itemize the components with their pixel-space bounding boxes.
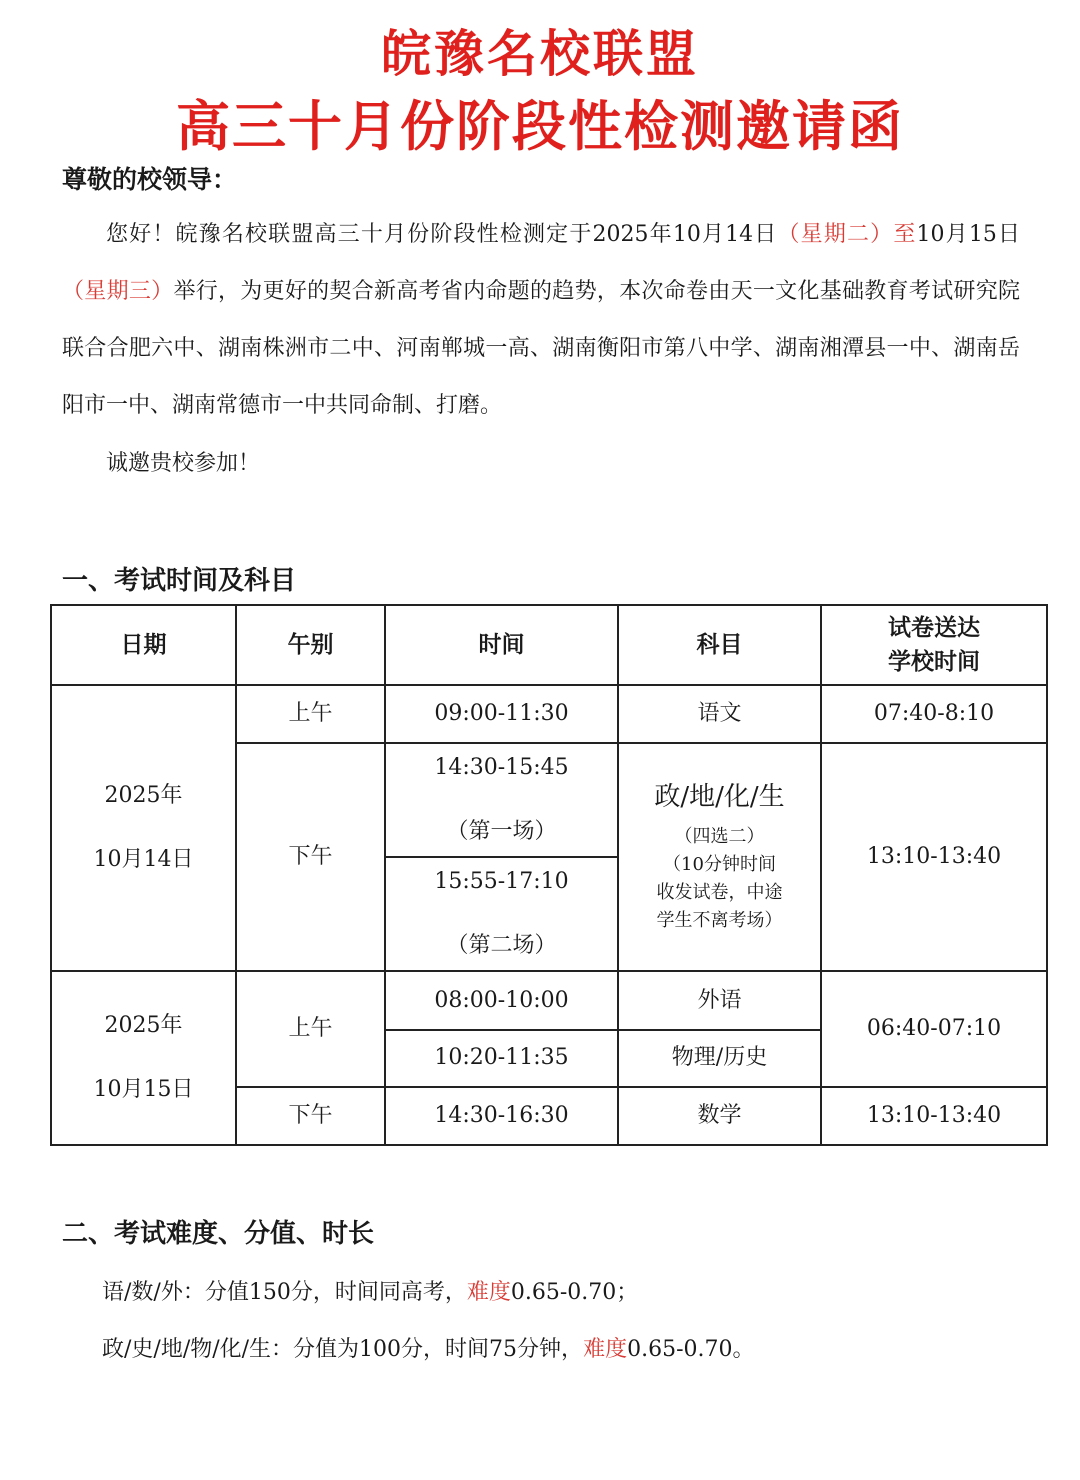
time-cell: 14:30-16:30 — [385, 1087, 618, 1145]
subject-cell: 语文 — [618, 685, 821, 742]
difficulty-label: 难度 — [583, 1337, 628, 1362]
delivery-cell: 06:40-07:10 — [821, 971, 1047, 1086]
header-date: 日期 — [51, 605, 236, 685]
subject-note: （四选二） — [674, 825, 765, 847]
header-time: 时间 — [385, 605, 618, 685]
date-cell-oct15 — [51, 971, 236, 1145]
header-delivery-line-1: 试卷送达 — [888, 613, 980, 641]
subject-cell — [618, 743, 821, 972]
date-day: 10月14日 — [93, 847, 194, 873]
table-header-row — [51, 605, 1047, 685]
table-row — [51, 685, 1047, 742]
scoring-line-main-subjects — [102, 1275, 638, 1306]
date-year: 2025年 — [104, 1013, 183, 1039]
difficulty-label: 难度 — [466, 1280, 511, 1305]
intro-weekday-1: （星期二）至 — [777, 222, 917, 247]
title-line-2: 高三十月份阶段性检测邀请函 — [176, 95, 904, 158]
line-text: 语/数/外：分值150分，时间同高考， — [102, 1280, 467, 1305]
time-cell: 08:00-10:00 — [385, 971, 618, 1029]
header-period: 午别 — [236, 605, 385, 685]
time-cell — [385, 743, 618, 857]
intro-part-3: 10月15日 — [916, 222, 1020, 247]
period-cell: 上午 — [236, 685, 385, 742]
difficulty-value: 0.65-0.70； — [510, 1280, 639, 1305]
section-2-title: 二、考试难度、分值、时长 — [62, 1219, 375, 1249]
intro-part-5: 举行，为更好的契合新高考省内命题的趋势，本次命卷由天一文化基础教育考试研究院联合合肥六中、湖南株洲市二中、河南郸城一高、湖南衡阳市第八中学、湖南湘潭县一中、湖南岳阳市一中、湖南常德市一中共同命制、打磨。 — [62, 279, 1020, 418]
period-cell: 上午 — [236, 971, 385, 1086]
exam-schedule-table — [50, 604, 1048, 1146]
subject-cell: 物理/历史 — [618, 1030, 821, 1087]
subject-note: 收发试卷，中途 — [656, 881, 783, 903]
invite-text: 诚邀贵校参加！ — [106, 451, 261, 476]
time-value: 14:30-15:45 — [434, 754, 569, 780]
session-label: （第一场） — [446, 818, 557, 844]
intro-weekday-2: （星期三） — [62, 279, 174, 304]
scoring-line-elective-subjects — [102, 1332, 754, 1363]
salutation: 尊敬的校领导： — [62, 165, 238, 194]
subject-note: 学生不离考场） — [656, 909, 783, 931]
title-line-1: 皖豫名校联盟 — [381, 25, 699, 83]
intro-paragraph — [62, 206, 1020, 434]
intro-part-1: 您好！皖豫名校联盟高三十月份阶段性检测定于2025年10月14日 — [106, 222, 778, 247]
period-cell: 下午 — [236, 743, 385, 972]
line-text: 政/史/地/物/化/生：分值为100分，时间75分钟， — [102, 1337, 584, 1362]
subject-value: 政/地/化/生 — [654, 782, 785, 813]
time-cell — [385, 857, 618, 971]
subject-cell: 外语 — [618, 971, 821, 1029]
session-label: （第二场） — [446, 933, 557, 959]
header-delivery — [821, 605, 1047, 685]
subject-cell: 数学 — [618, 1087, 821, 1145]
time-cell: 10:20-11:35 — [385, 1030, 618, 1087]
period-cell: 下午 — [236, 1087, 385, 1145]
table-row — [51, 971, 1047, 1029]
header-delivery-line-2: 学校时间 — [888, 648, 980, 676]
date-year: 2025年 — [104, 783, 183, 809]
delivery-cell: 13:10-13:40 — [821, 1087, 1047, 1145]
date-cell-oct14 — [51, 685, 236, 971]
section-1-title: 一、考试时间及科目 — [62, 566, 297, 596]
subject-note: （10分钟时间 — [663, 853, 776, 875]
header-subject: 科目 — [618, 605, 821, 685]
difficulty-value: 0.65-0.70。 — [627, 1337, 755, 1362]
delivery-cell: 07:40-8:10 — [821, 685, 1047, 742]
time-value: 15:55-17:10 — [434, 869, 569, 895]
date-day: 10月15日 — [93, 1077, 194, 1103]
delivery-cell: 13:10-13:40 — [821, 743, 1047, 972]
time-cell: 09:00-11:30 — [385, 685, 618, 742]
